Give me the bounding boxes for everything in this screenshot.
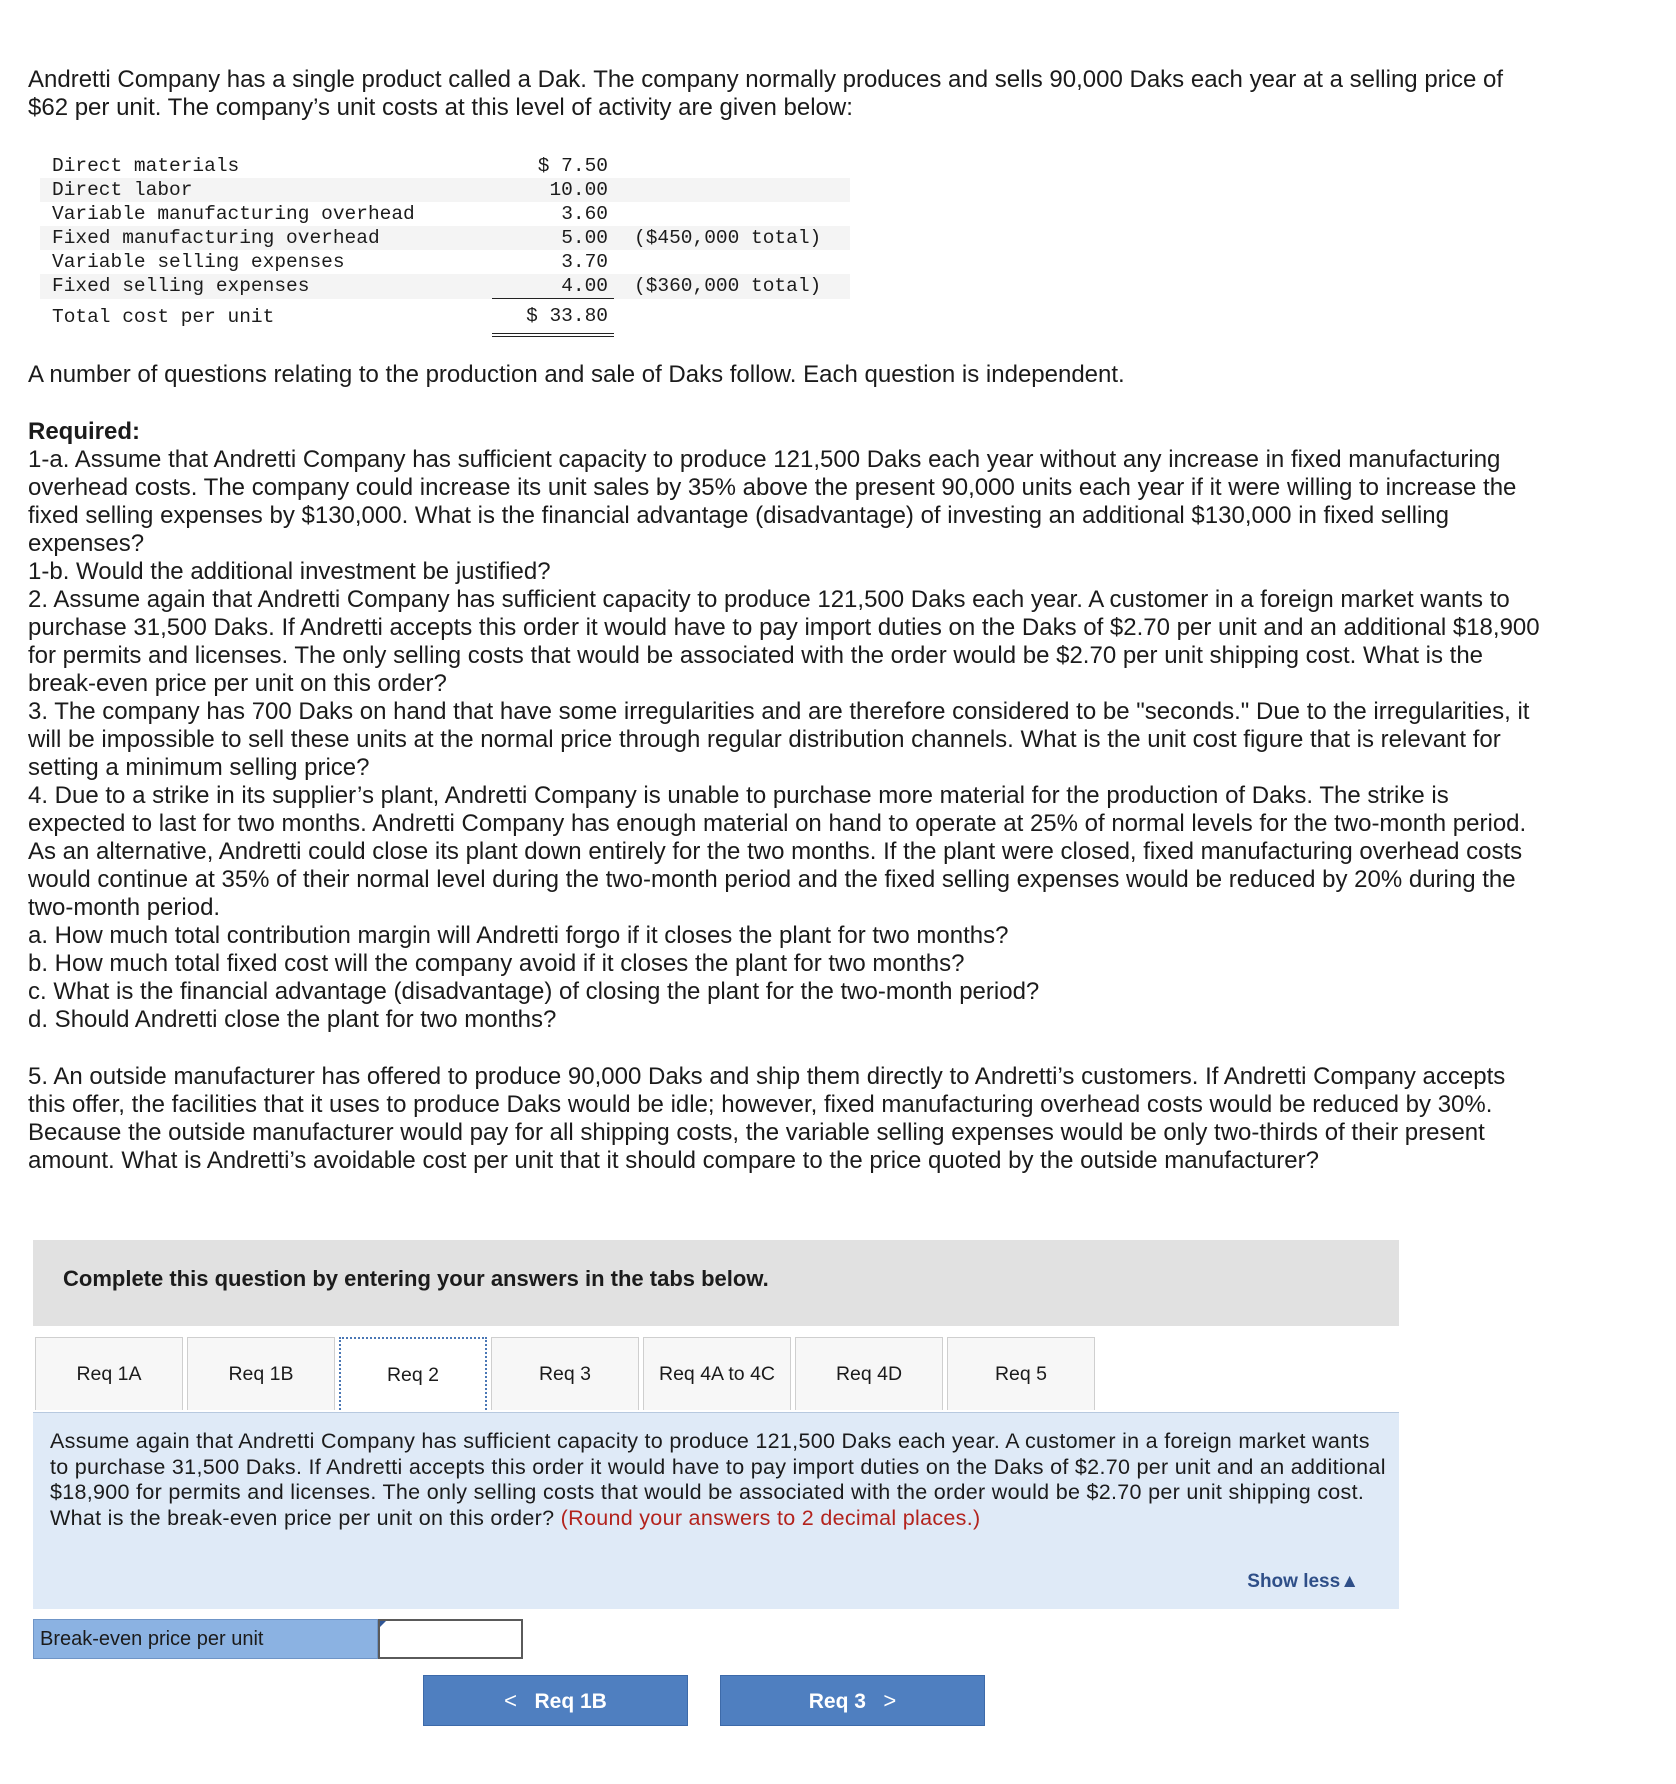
cost-note: ($360,000 total)	[614, 274, 850, 299]
break-even-price-input[interactable]	[378, 1619, 523, 1659]
tab-req-1b[interactable]: Req 1B	[187, 1337, 335, 1410]
tab-req-3[interactable]: Req 3	[491, 1337, 639, 1410]
question-5: 5. An outside manufacturer has offered to produce 90,000 Daks and ship them directly to Andretti’s customers. If Andretti Company accepts this offer, the facilities that it uses to produce Daks would be idle; however, fixed manufacturing overhead costs would be reduced by 30%. Because the outside manufacturer would pay for all shipping costs, the variable selling expenses would be only two-thirds of their present amount. What is Andretti’s avoidable cost per unit that it should compare to the price quoted by the outside manufacturer?	[28, 1063, 1506, 1174]
cost-row	[40, 178, 850, 202]
next-button-label: Req 3	[808, 1690, 866, 1713]
prev-button[interactable]	[423, 1675, 688, 1726]
cost-row	[40, 226, 850, 250]
instructions-text: Complete this question by entering your answers in the tabs below.	[63, 1266, 769, 1291]
required-section	[28, 418, 1548, 1034]
cost-label: Variable manufacturing overhead	[52, 203, 415, 225]
question-4c: c. What is the financial advantage (disadvantage) of closing the plant for the two-month period?	[28, 978, 1040, 1005]
chevron-right-icon: >	[883, 1688, 897, 1713]
cost-amount: 3.70	[561, 251, 608, 273]
cost-amount: 10.00	[492, 178, 614, 202]
cost-label: Direct materials	[52, 155, 240, 177]
tab-req-4d[interactable]: Req 4D	[795, 1337, 943, 1410]
panel-question	[50, 1429, 1390, 1531]
instructions-header	[33, 1240, 1399, 1326]
cost-label: Variable selling expenses	[52, 251, 345, 273]
total-row	[40, 299, 850, 336]
question-3: 3. The company has 700 Daks on hand that have some irregularities and are therefore considered to be "seconds." Due to the irregularities, it will be impossible to sell these units at the normal price through regular distribution channels. What is the unit cost figure that is relevant for setting a minimum selling price?	[28, 698, 1530, 781]
cost-amount: 5.00	[492, 226, 614, 250]
cost-row	[40, 202, 850, 226]
cost-label: Direct labor	[40, 178, 492, 202]
required-heading: Required:	[28, 418, 141, 445]
cost-amount: 3.60	[561, 203, 608, 225]
question-2: 2. Assume again that Andretti Company has sufficient capacity to produce 121,500 Daks each year. A customer in a foreign market wants to purchase 31,500 Daks. If Andretti accepts this order it would have to pay import duties on the Daks of $2.70 per unit and an additional $18,900 for permits and licenses. The only selling costs that would be associated with the order would be $2.70 per unit shipping cost. What is the break-even price per unit on this order?	[28, 586, 1540, 697]
question-4b: b. How much total fixed cost will the company avoid if it closes the plant for two months?	[28, 950, 965, 977]
unit-cost-table	[40, 154, 850, 337]
panel-question-text: Assume again that Andretti Company has sufficient capacity to produce 121,500 Daks each year. A customer in a foreign market wants to purchase 31,500 Daks. If Andretti accepts this order it would have to pay import duties on the Daks of $2.70 per unit and an additional $18,900 for permits and licenses. The only selling costs that would be associated with the order would be $2.70 per unit shipping cost. What is the break-even price per unit on this order?	[50, 1429, 1386, 1530]
tab-req-1a[interactable]: Req 1A	[35, 1337, 183, 1410]
cost-note	[614, 178, 850, 202]
cost-note: ($450,000 total)	[614, 226, 850, 250]
answer-label: Break-even price per unit	[33, 1619, 378, 1659]
cost-note	[614, 154, 850, 178]
cost-row	[40, 250, 850, 274]
independent-note: A number of questions relating to the production and sale of Daks follow. Each question is independent.	[28, 361, 1125, 388]
tab-panel	[33, 1412, 1399, 1609]
cost-note	[614, 299, 850, 336]
show-less-link[interactable]: Show less▲	[1247, 1571, 1359, 1592]
prev-button-label: Req 1B	[534, 1690, 607, 1713]
question-1a: 1-a. Assume that Andretti Company has sufficient capacity to produce 121,500 Daks each year without any increase in fixed manufacturing overhead costs. The company could increase its unit sales by 35% above the present 90,000 units each year if it were willing to increase the fixed selling expenses by $130,000. What is the financial advantage (disadvantage) of investing an additional $130,000 in fixed selling expenses?	[28, 446, 1517, 557]
cost-label: Fixed selling expenses	[40, 274, 492, 299]
cost-note	[614, 250, 850, 274]
rounding-hint: (Round your answers to 2 decimal places.)	[560, 1505, 981, 1530]
cost-amount: $ 7.50	[537, 155, 608, 177]
cost-row	[40, 154, 850, 178]
total-amount: $ 33.80	[492, 299, 614, 336]
question-4d: d. Should Andretti close the plant for two months?	[28, 1006, 557, 1033]
next-button[interactable]	[720, 1675, 985, 1726]
question-4: 4. Due to a strike in its supplier’s plant, Andretti Company is unable to purchase more material for the production of Daks. The strike is expected to last for two months. Andretti Company has enough material on hand to operate at 25% of normal levels for the two-month period. As an alternative, Andretti could close its plant down entirely for the two months. If the plant were closed, fixed manufacturing overhead costs would continue at 35% of their normal level during the two-month period and the fixed selling expenses would be reduced by 20% during the two-month period.	[28, 782, 1527, 921]
cost-note	[614, 202, 850, 226]
chevron-left-icon: <	[504, 1688, 517, 1713]
cost-row	[40, 274, 850, 299]
tab-req-2[interactable]: Req 2	[339, 1337, 487, 1410]
total-label: Total cost per unit	[40, 299, 492, 336]
cost-label: Fixed manufacturing overhead	[40, 226, 492, 250]
question-4a: a. How much total contribution margin will Andretti forgo if it closes the plant for two months?	[28, 922, 1009, 949]
cost-amount: 4.00	[492, 274, 614, 299]
tab-req-5[interactable]: Req 5	[947, 1337, 1095, 1410]
tab-req-4a-to-4c[interactable]: Req 4A to 4C	[643, 1337, 791, 1410]
question-1b: 1-b. Would the additional investment be justified?	[28, 558, 551, 585]
intro-paragraph: Andretti Company has a single product called a Dak. The company normally produces and sells 90,000 Daks each year at a selling price of $62 per unit. The company’s unit costs at this level of activity are given below:	[28, 66, 1504, 121]
input-corner-marker	[380, 1621, 386, 1627]
